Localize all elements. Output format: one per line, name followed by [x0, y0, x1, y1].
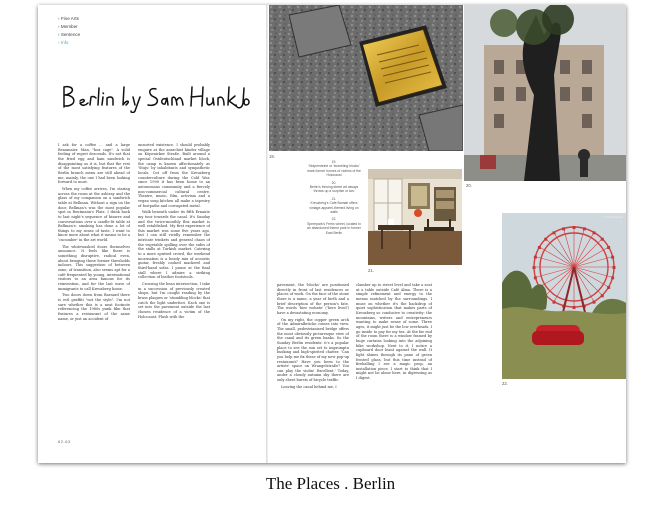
magazine-spread — [38, 5, 626, 463]
section-nav — [58, 15, 80, 47]
caption-number: 19. — [331, 160, 337, 164]
article-column-1: I ask for a coffee ... and a large Beaumaier. Man, "box cage". A solid feeling of regret descends. It's not that the fried egg and ham sandwich is disappointing as it is, but that the rest of the most satisfying features of the Berlin branch menu are still ahead of me, mainly, the one I had been looking forward to most. When my coffee arrives, I'm staring across the room at the ashtray and the glass of my companion on a sandwich table at Bellman. Without a sign on the door, Bellman's was the most popular spot in Reutmann's Platz. I think back to last night's sequence of bizarre and conversations over a candle-lit table at Bellman's: smoking has done a lot of things to my sense of taste, I want to know more about what it means to be a 'cucumber' in the art world. The whitewashed doors themselves announce. It feels like there is something disruptive, radical even, about bringing these former thresholds indoors. This suggestion of between zone, of transition, also seems apt for a café frequented by young, international visitors to an area famous for its reinvention, and for the last wave of immigrants to call Kreuzberg home. Two doors down from Barnard there is evil graffiti "not the style". I'm not sure whether this is a neat footnote referencing the 1980s punk film that features a restaurant of the same name, or just an accident of — [58, 143, 130, 321]
photo-ferris-wheel — [502, 213, 626, 379]
photo-credit: © Iconic Photos — [601, 215, 623, 219]
photo-captions — [306, 160, 362, 235]
wheel-gondola — [544, 238, 547, 241]
caption-number: 21. — [331, 196, 337, 201]
wheel-gondola — [534, 256, 537, 259]
wheel-gondola — [533, 266, 536, 269]
wheel-gondola — [553, 231, 556, 234]
wheel-gondola — [553, 301, 556, 304]
cafe-interior-image — [368, 169, 462, 265]
wheel-gondola — [538, 246, 541, 249]
photo-stumbling-block — [269, 5, 463, 151]
handwritten-title-logo — [60, 83, 250, 113]
wheel-gondola — [607, 246, 610, 249]
wheel-gondola — [611, 276, 614, 279]
caption-text: Spreepark's Ferris wheel, located in an abandoned theme park in former East Berlin — [307, 221, 361, 235]
article-column-2: unsorted existence. I should probably enquire at the anarchist kinder village on Köpenicker Straße. Built around a special Ostdeutschland market block, the camp is known affectionately as 'Stuju' by inhabitants and sympathetic locals. Cut off from the Kreuzberg counterculture during the Cold War, since 1990 it has been home to an autonomous community and a fiercely non-commercial cultural centre. Theatre, music, film, activism and a vegan soup kitchen all make a tapestry of footpaths and corrugated metal. Walk beneath under its fifth Ernante my tour towards the canal. It's Sunday and the twice-monthly flea market is well established. My first experience of this market was some five years ago, but I can still vividly remember the intricate trinkets and general chaos of the vegetable spilling over the sides of the stalls at Turkish market. Catering to a more spirited crowd, the weekend incarnation is a heady mix of acoustic guitar, freshly cooked mackerel and third-hand sofas. I pause at the final stall where I admire a striking collection of leather footstools. Crossing the bean intersection, I take in a succession of previously created shops, but I'm caught reading by the brass plaques or 'stumbling blocks' that catch the light underfoot. Each one is set into the pavement outside the last chosen residence of a victim of the Holocaust. Flush with the — [138, 143, 210, 319]
caption-number: 21. — [368, 268, 374, 273]
photo-street-building — [464, 5, 626, 181]
wheel-gondola — [593, 301, 596, 304]
wheel-gondola — [607, 286, 610, 289]
caption-number: 22. — [331, 217, 337, 222]
nav-item-member[interactable]: › Member — [58, 24, 78, 29]
wheel-gondola — [613, 266, 616, 269]
wheel-gondola — [562, 227, 565, 230]
wheel-gondola — [593, 231, 596, 234]
wheel-gondola — [611, 256, 614, 259]
wheel-gondola — [573, 226, 576, 229]
wheel-gondola — [601, 238, 604, 241]
caption-number: 22. — [502, 381, 508, 386]
stumbling-block-image — [269, 5, 463, 151]
caption-text: Berlin's thriving street art always throws up a surprise or two — [309, 185, 359, 194]
article-column-4: clamber up to street level and take a seat at a table outside Café Alma. There is a simple refinement and energy to the menus matched by the surroundings. I muse on whether it's the backdrop of quiet sophistication that makes parts of Kreuzberg so conducive to creativity: the mountains, writers and entrepreneurs wanting to make sense of some. Three ages, it might just be the low overheads. I go inside to pay for my tea. At the far end of the room there is a window framed by huge curtains looking into the adjoining bike workshop. Next to it, I notice a cupboard door leant against the wall. It light shines through its pane of green frosted glass, but this time instead of fireballing I see a magic prop, an installation piece. I start to think that I might not be alone here, in digressing as I digest. — [356, 283, 432, 381]
caption-number: 19. — [269, 154, 275, 159]
wheel-gondola — [583, 227, 586, 230]
page-gutter — [266, 5, 268, 463]
caption-number: 20. — [331, 180, 337, 185]
page-caption: The Places . Berlin — [265, 474, 396, 493]
nav-item-fine-arts[interactable]: › Fine Arts — [58, 16, 79, 21]
wheel-gondola — [534, 276, 537, 279]
caption-text: Kreuzberg's Café Bamati offers vintage-apparel-themed living on walls — [309, 201, 359, 215]
ferris-wheel-image — [502, 213, 626, 379]
caption-number: 20. — [466, 183, 472, 188]
photo-cafe-interior — [368, 169, 462, 265]
article-column-3: pavement, the 'blocks' are positioned directly in front of last residences or places of work. On the face of the stone there is a name, a year of birth and a brief description of the person's fate. The words 'hier wohnte' ('here lived') have a devastating economy. On my right, the copper green arch of the Admiralbrücke comes into view. The small, pedestrianised bridge offers the most obviously picturesque view of the canal and its green banks. So the Sunday Berlin residents: it's a popular place to see the sun set to impromptu busking and high-spirited chatter. 'Can you help me fix these of my new pop-up restaurant? Have you been to the artists' space on Wrangelstraße? You can play the violin! Excellent.' Today, under a cloudy autumn sky there are only sheet bursts of bicycle traffic. Leaving the canal behind me, I — [277, 283, 349, 389]
nav-item-info[interactable]: › Info — [58, 40, 69, 45]
street-building-image — [464, 5, 626, 181]
caption-text: Stolpersteine or 'stumbling blocks' mark former homes of victims of the Holocaust — [307, 164, 361, 178]
page-folio: 62-63 — [58, 439, 71, 444]
wheel-gondola — [601, 294, 604, 297]
wheel-gondola — [573, 306, 576, 309]
nav-item-sentence[interactable]: › Sentence — [58, 32, 81, 37]
